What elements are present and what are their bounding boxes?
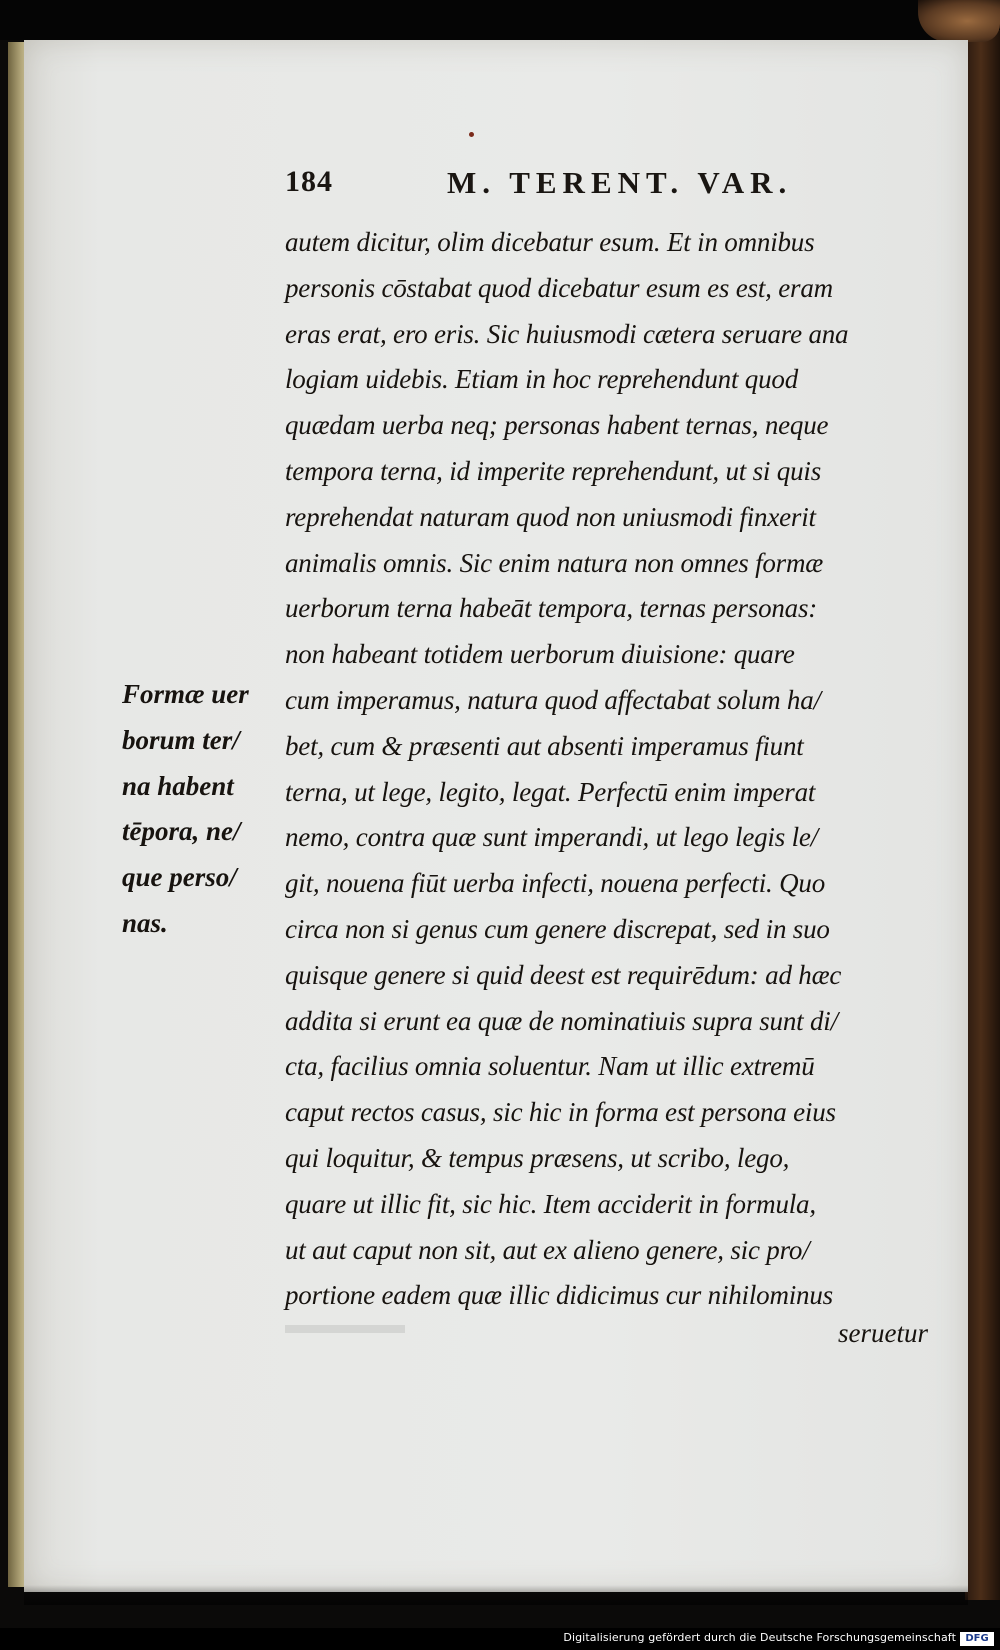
text-line: terna, ut lege, legito, legat. Perfectū enim imperat [285,776,816,807]
text-line: addita si erunt ea quæ de nominatiuis supra sunt di/ [285,1005,838,1036]
text-line: autem dicitur, olim dicebatur esum. Et in omnibus [285,227,815,257]
text-line: non habeant totidem uerborum diuisione: quare [285,639,795,670]
margin-note-line: na habent [122,770,234,801]
marginal-note [122,672,249,947]
text-line: qui loquitur, & tempus præsens, ut scribo, lego, [285,1142,790,1173]
margin-note-line: nas. [122,907,168,938]
text-line: reprehendat naturam quod non uniusmodi finxerit [285,501,816,532]
text-line: nemo, contra quæ sunt imperandi, ut lego legis le/ [285,822,818,853]
margin-note-line: borum ter/ [122,724,240,755]
page-shadow [24,1585,968,1605]
margin-note-line: Formæ uer [122,679,249,709]
text-line: quare ut illic fit, sic hic. Item acciderit in formula, [285,1188,816,1219]
text-line: animalis omnis. Sic enim natura non omnes formæ [285,547,824,578]
text-line: ut aut caput non sit, aut ex alieno genere, sic pro/ [285,1234,810,1265]
book-cover-edge [965,30,1000,1600]
text-line: cta, facilius omnia soluentur. Nam ut illic extremū [285,1051,815,1082]
book-corner [918,0,1000,42]
scan-top-strip [0,0,1000,40]
text-line: quædam uerba neq; personas habent ternas, neque [285,410,829,441]
main-text-block [285,220,945,1319]
text-line: circa non si genus cum genere discrepat, sed in suo [285,913,830,944]
page-number: 184 [285,165,333,198]
dfg-logo: DFG [960,1632,994,1646]
text-line: logiam uidebis. Etiam in hoc reprehendunt quod [285,364,798,395]
text-line: tempora terna, id imperite reprehendunt, ut si quis [285,455,821,486]
text-line: bet, cum & præsenti aut absenti imperamus fiunt [285,730,804,761]
running-head: M. TERENT. VAR. [447,165,793,200]
margin-note-line: tēpora, ne/ [122,816,241,847]
show-through-offset [285,1325,405,1333]
text-line: portione eadem quæ illic didicimus cur nihilominus [285,1280,833,1311]
page-header [285,165,935,205]
text-line: git, nouena fiūt uerba infecti, nouena perfecti. Quo [285,868,826,899]
text-line: uerborum terna habeāt tempora, ternas personas: [285,593,818,624]
funding-credit: Digitalisierung gefördert durch die Deutsche Forschungsgemeinschaft [563,1631,956,1644]
text-line: quisque genere si quid deest est requirēdum: ad hæc [285,959,842,990]
text-line: caput rectos casus, sic hic in forma est persona eius [285,1097,836,1128]
text-line: eras erat, ero eris. Sic huiusmodi cætera seruare ana [285,318,849,349]
ink-mark [469,132,474,137]
margin-note-line: que perso/ [122,862,237,893]
text-line: personis cōstabat quod dicebatur esum es est, eram [285,272,833,303]
catchword: seruetur [838,1318,928,1348]
text-line: cum imperamus, natura quod affectabat solum ha/ [285,684,821,715]
